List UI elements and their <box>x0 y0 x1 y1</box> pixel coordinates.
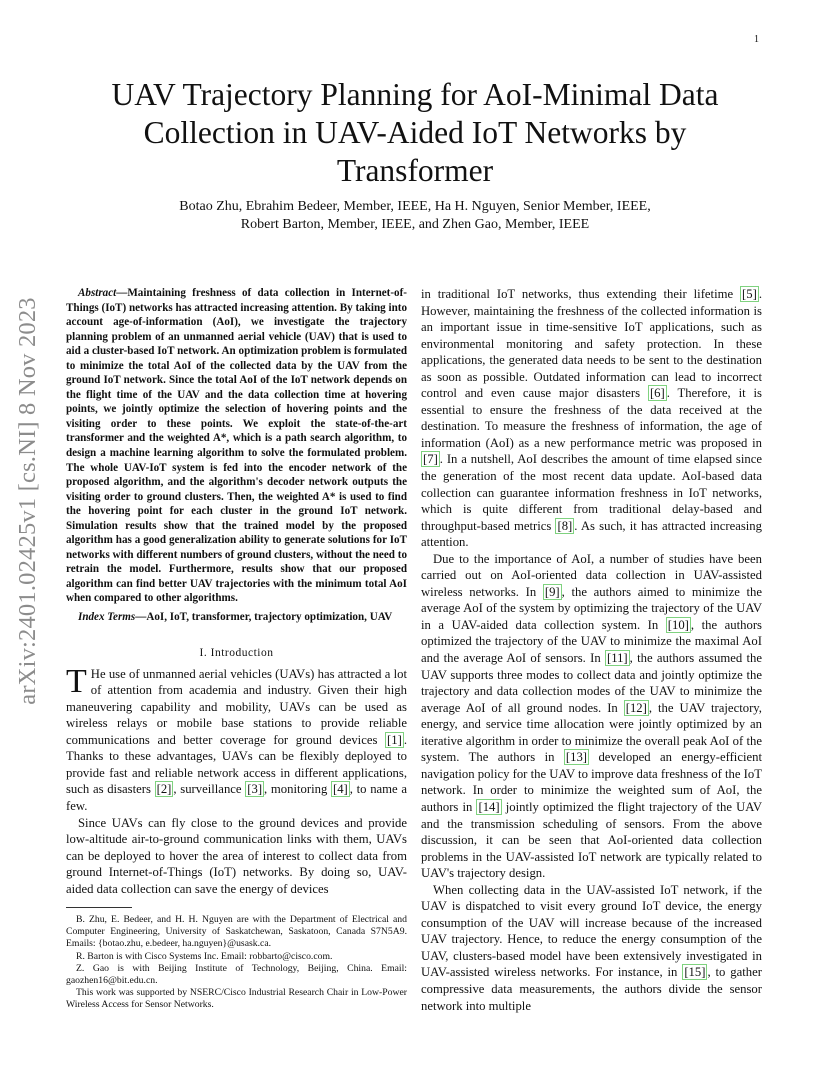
citation-link[interactable]: [2] <box>156 782 172 797</box>
citation-link[interactable]: [11] <box>606 651 628 666</box>
author-list <box>90 198 740 234</box>
footnotes <box>66 914 407 1011</box>
index-terms <box>66 610 407 625</box>
intro-text: , surveillance <box>173 782 246 797</box>
intro-text: . Thanks to these advantages, UAVs can be flexibly deployed to provide fast and reliable network access in different applications, such as disasters <box>66 732 407 797</box>
index-terms-lead: Index Terms <box>78 611 136 624</box>
right-paragraph-3 <box>421 882 762 1014</box>
abstract <box>66 286 407 606</box>
body-text: . As such, it has attracted increasing attention. <box>421 518 762 550</box>
body-text: , the UAV trajectory, energy, and service time allocation were jointly optimized by an iterative algorithm in order to minimize the overall peak AoI of the system. The authors in <box>421 700 762 765</box>
body-text: Due to the importance of AoI, a number of studies have been carried out on AoI-oriented data collection in UAV-assisted wireless networks. In <box>421 551 762 599</box>
abstract-lead: Abstract <box>78 287 117 299</box>
body-text: developed an energy-efficient navigation policy for the UAV to improve data freshness of the IoT network. In order to minimize the weighted sum of AoI, the authors in <box>421 750 762 814</box>
citation-link[interactable]: [5] <box>742 287 757 301</box>
intro-text: , to name a few. <box>66 782 407 813</box>
citation-link[interactable]: [6] <box>649 386 665 401</box>
citation-link[interactable]: [14] <box>478 799 500 814</box>
arxiv-stamp-text: arXiv:2401.02425v1 [cs.NI] 8 Nov 2023 <box>14 297 42 705</box>
body-text: . In a nutshell, AoI describes the amount of time elapsed since the generation of the most recent data update. AoI-based data collection can guarantee information freshness in IoT networks, which is quite different from traditional delay-based and throughput-based metrics <box>421 452 762 533</box>
footnote-affiliation: Z. Gao is with Beijing Institute of Technology, Beijing, China. Email: gaozhen16@bit.edu.cn. <box>66 962 407 986</box>
intro-paragraph-2: Since UAVs can fly close to the ground devices and provide low-altitude air-to-ground communication links with them, UAVs can be deployed to hover the area of interest to collect data from ground Internet-of-Things (IoT) networks. By doing so, UAV-aided data collection can save the energy of devices <box>66 815 407 896</box>
right-paragraph-1 <box>421 286 762 551</box>
page-number: 1 <box>754 34 759 45</box>
citation-link[interactable]: [4] <box>332 782 348 797</box>
right-column <box>421 286 762 1014</box>
paper-title: UAV Trajectory Planning for AoI-Minimal Data Collection in UAV-Aided IoT Networks by Transformer <box>111 77 719 188</box>
citation-link[interactable]: [7] <box>423 452 438 467</box>
intro-paragraph-1 <box>66 662 407 815</box>
footnote-affiliation: R. Barton is with Cisco Systems Inc. Email: robbarto@cisco.com. <box>76 950 333 962</box>
citation-link[interactable]: [1] <box>387 732 402 747</box>
intro-text: , monitoring <box>264 782 331 797</box>
body-text: . Therefore, it is essential to ensure the freshness of the data received at the destination. To measure the freshness of information, the age of information (AoI) as a new performance metric was proposed in <box>421 386 762 450</box>
citation-link[interactable]: [13] <box>565 750 588 765</box>
citation-link[interactable]: [3] <box>247 782 263 797</box>
citation-link[interactable]: [9] <box>544 584 560 599</box>
citation-link[interactable]: [15] <box>684 965 706 980</box>
authors-line-1: Botao Zhu, Ebrahim Bedeer, Member, IEEE, Ha H. Nguyen, Senior Member, IEEE, <box>179 199 651 214</box>
index-terms-text: —AoI, IoT, transformer, trajectory optimization, UAV <box>135 611 393 624</box>
footnote-affiliation: B. Zhu, E. Bedeer, and H. H. Nguyen are with the Department of Electrical and Computer Engineering, University of Saskatchewan, Saskatoon, Canada S7N5A9. Emails: {botao.zhu, e.bedeer, ha.nguyen}@usask.ca. <box>66 914 407 950</box>
body-text: jointly optimized the flight trajectory of the UAV and the transmission scheduling of sensors. From the above discussion, it can be seen that AoI-oriented data collection problems in the UAV-assisted IoT network are typically related to UAV's trajectory design. <box>421 799 762 881</box>
abstract-text: —Maintaining freshness of data collection in Internet-of-Things (IoT) networks has attracted increasing attention. By taking into account age-of-information (AoI), we investigate the trajectory planning problem of an unmanned aerial vehicle (UAV) that is used to aid a cluster-based IoT network. An optimization problem is formulated to minimize the total AoI of the collected data by the UAV from the ground IoT network. Since the total AoI of the IoT network depends on the flight time of the UAV and the data collection time at hovering points, we jointly optimize the selection of hovering points and the visiting order to these points. We exploit the state-of-the-art transformer and the weighted A*, which is a path search algorithm, to design a machine learning algorithm to solve the formulated problem. The whole UAV-IoT system is fed into the encoder network of the proposed algorithm, and the algorithm's decoder network outputs the visiting order to ground clusters. Then, the weighted A* is used to find the hovering point for each cluster in the ground IoT network. Simulation results show that the trained model by the proposed algorithm has a good generalization ability to generate solutions for IoT networks with different numbers of ground clusters, without the need to retrain the model. Furthermore, results show that our proposed algorithm can find better UAV trajectories with the minimum total AoI when compared to other algorithms. <box>66 287 407 605</box>
citation-link[interactable]: [10] <box>667 617 689 632</box>
left-column <box>66 286 407 1011</box>
section-heading: I. Introduction <box>199 646 274 659</box>
arxiv-stamp <box>8 268 48 734</box>
footnote-divider <box>66 907 132 908</box>
authors-line-2: Robert Barton, Member, IEEE, and Zhen Gao, Member, IEEE <box>240 217 590 232</box>
body-text: , the authors assumed the UAV supports three modes to collect data and jointly optimize the trajectory and data collection modes of the UAV to minimize the average AoI of all ground nodes. In <box>421 651 763 715</box>
body-text: When collecting data in the UAV-assisted IoT network, if the UAV is dispatched to visit every ground IoT device, the energy consumption of the UAV will increase because of the increased UAV trajectory. Hence, to reduce the energy consumption of the UAV, clusters-based model have been extensively investigated in UAV-assisted wireless networks. For instance, in <box>421 882 762 980</box>
drop-cap: T <box>66 662 87 700</box>
intro-text: He use of unmanned aerial vehicles (UAVs) has attracted a lot of attention from academia and industry. Given their high maneuvering capability and mobility, UAVs can be used as wireless relays or mobile base stations to provide reliable communications and better coverage for ground devices <box>66 666 407 747</box>
citation-link[interactable]: [8] <box>557 518 573 533</box>
citation-link[interactable]: [12] <box>625 700 647 715</box>
body-text: , the authors optimized the trajectory of the UAV to minimize the maximal AoI and the average AoI of sensors. In <box>421 617 762 666</box>
body-text: , the authors aimed to minimize the average AoI of the system by optimizing the trajectory of the UAV in a UAV-aided data collection system. In <box>421 584 762 632</box>
footnote-funding: This work was supported by NSERC/Cisco Industrial Research Chair in Low-Power Wireless Access for Sensor Networks. <box>66 986 407 1010</box>
right-paragraph-2 <box>421 551 762 882</box>
intro-body <box>66 662 407 898</box>
body-text: . However, maintaining the freshness of the collected information is an important issue in time-sensitive IoT applications, such as environmental monitoring and safety protection. In these applications, the generated data needs to be sent to the destination as soon as possible. Outdated information can lead to incorrect control and even cause major disasters <box>421 287 762 401</box>
body-text: in traditional IoT networks, thus extending their lifetime <box>421 287 741 301</box>
body-text: , to gather compressive data measurements, the authors divide the sensor network into multiple <box>421 965 763 1013</box>
